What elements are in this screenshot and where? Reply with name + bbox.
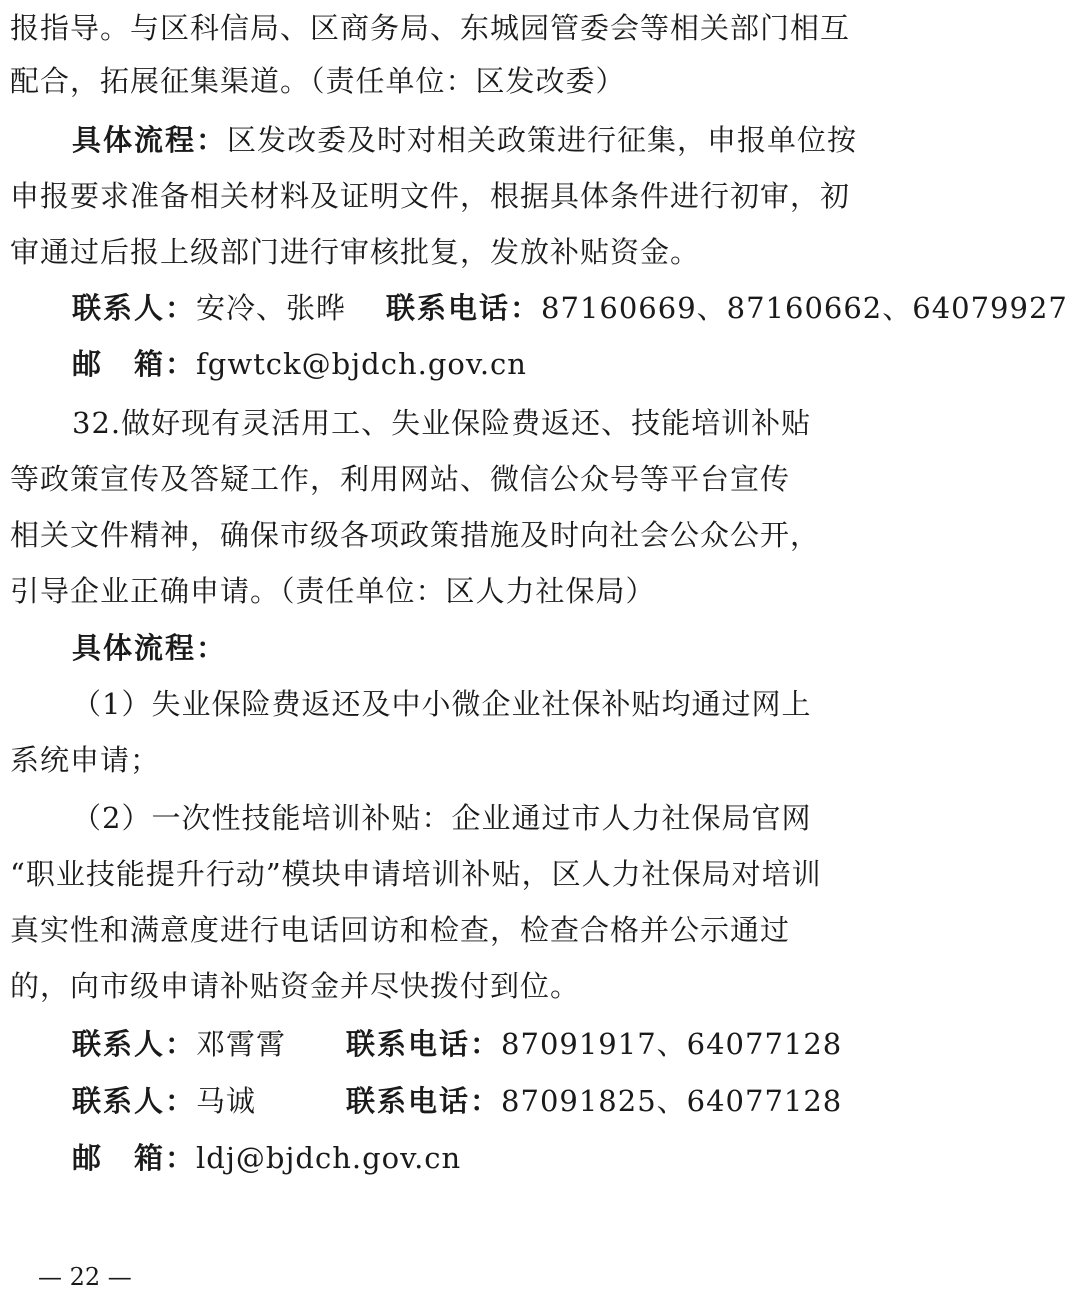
body-text: 报指导。与区科信局、区商务局、东城园管委会等相关部门相互 (10, 11, 851, 45)
email-value: ldj@bjdch.gov.cn (196, 1141, 462, 1175)
email-label: 邮 箱： (72, 347, 197, 381)
email-line (72, 1136, 972, 1180)
contact-line (72, 1022, 972, 1066)
body-text: 的，向市级申请补贴资金并尽快拨付到位。 (10, 969, 581, 1003)
paragraph-line (10, 174, 910, 218)
body-text: 配合，拓展征集渠道。（责任单位：区发改委） (10, 64, 626, 98)
contact-label: 联系人： (72, 291, 197, 325)
body-text: “职业技能提升行动”模块申请培训补贴，区人力社保局对培训 (10, 857, 822, 891)
body-text: 相关文件精神，确保市级各项政策措施及时向社会公众公开， (10, 518, 821, 552)
phone-label: 联系电话： (346, 1027, 502, 1061)
paragraph-line (72, 796, 972, 840)
paragraph-line (72, 682, 972, 726)
paragraph-line (10, 230, 910, 274)
paragraph-line (72, 118, 972, 162)
paragraph-line (10, 569, 910, 613)
paragraph-line (10, 457, 910, 501)
paragraph-line (72, 626, 972, 670)
email-label: 邮 箱： (72, 1141, 197, 1175)
body-text: 申报要求准备相关材料及证明文件，根据具体条件进行初审，初 (10, 179, 851, 213)
contact-value: 马诚 (196, 1084, 257, 1118)
phone-value: 87091825、64077128 (501, 1084, 843, 1118)
body-text: 区发改委及时对相关政策进行征集，申报单位按 (227, 123, 858, 157)
phone-label: 联系电话： (386, 291, 542, 325)
body-text: （2）一次性技能培训补贴：企业通过市人力社保局官网 (72, 801, 812, 835)
paragraph-line (10, 738, 910, 782)
email-value: fgwtck@bjdch.gov.cn (196, 347, 527, 381)
body-text: （1）失业保险费返还及中小微企业社保补贴均通过网上 (72, 687, 812, 721)
contact-value: 邓霄霄 (196, 1027, 287, 1061)
section-label: 具体流程： (72, 631, 228, 665)
body-text: 系统申请； (10, 743, 161, 777)
contact-value: 安冷、张晔 (196, 291, 347, 325)
paragraph-line (10, 852, 910, 896)
body-text: 审通过后报上级部门进行审核批复，发放补贴资金。 (10, 235, 701, 269)
paragraph-line (10, 513, 910, 557)
phone-label: 联系电话： (346, 1084, 502, 1118)
page-number: — 22 — (38, 1263, 132, 1291)
paragraph-line (10, 6, 910, 50)
email-line (72, 342, 972, 386)
phone-value: 87160669、87160662、64079927 (541, 291, 1068, 325)
paragraph-line (10, 908, 910, 952)
paragraph-line (72, 401, 972, 445)
paragraph-line (10, 59, 910, 103)
section-label: 具体流程： (72, 123, 228, 157)
phone-value: 87091917、64077128 (501, 1027, 843, 1061)
paragraph-line (10, 964, 910, 1008)
body-text: 真实性和满意度进行电话回访和检查，检查合格并公示通过 (10, 913, 791, 947)
contact-line (72, 286, 1068, 330)
body-text: 等政策宣传及答疑工作，利用网站、微信公众号等平台宣传 (10, 462, 791, 496)
body-text: 引导企业正确申请。（责任单位：区人力社保局） (10, 574, 656, 608)
body-text: 32.做好现有灵活用工、失业保险费返还、技能培训补贴 (72, 406, 812, 440)
contact-label: 联系人： (72, 1027, 197, 1061)
contact-line (72, 1079, 972, 1123)
contact-label: 联系人： (72, 1084, 197, 1118)
